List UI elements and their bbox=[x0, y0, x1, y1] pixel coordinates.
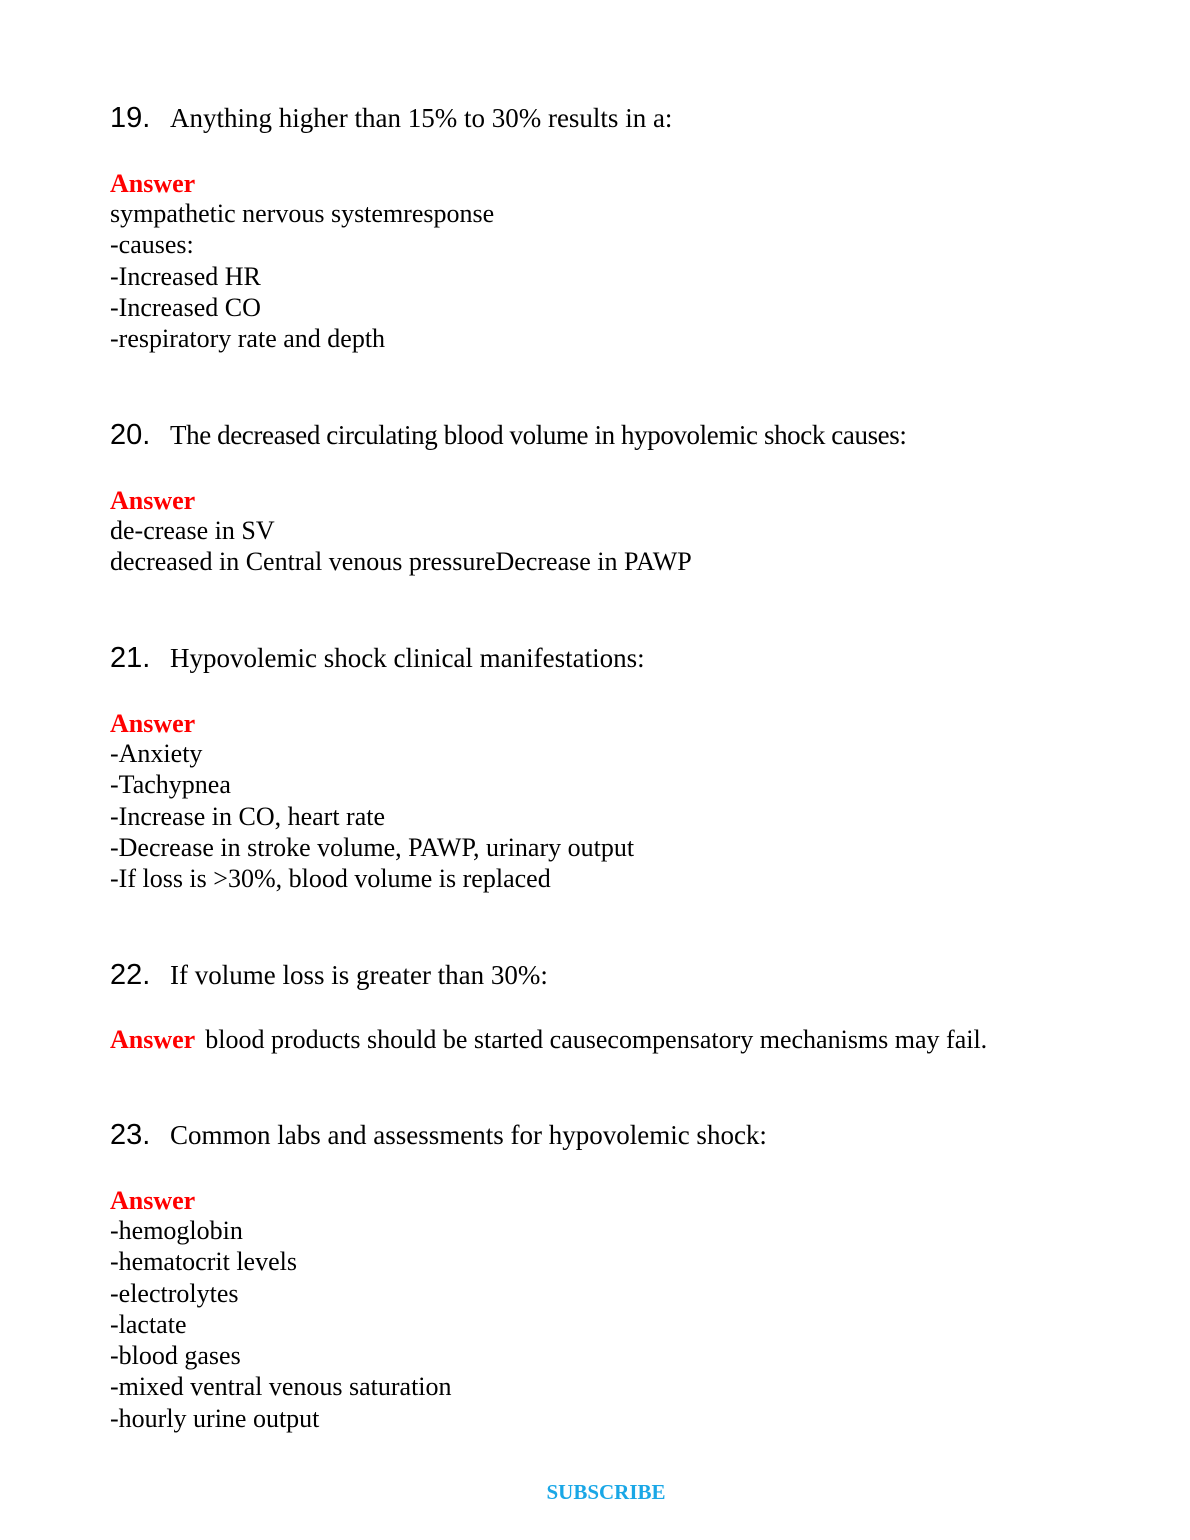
answer-line: -If loss is >30%, blood volume is replaced bbox=[110, 864, 551, 894]
answer-line: -electrolytes bbox=[110, 1278, 239, 1308]
answer-line: -lactate bbox=[110, 1309, 187, 1339]
answer-label: Answer bbox=[110, 1186, 196, 1215]
answer-line: -Increased CO bbox=[110, 292, 261, 322]
answer-line: decreased in Central venous pressureDecrease in PAWP bbox=[110, 547, 692, 577]
question-number: 19. bbox=[110, 102, 151, 134]
answer-line: -respiratory rate and depth bbox=[110, 324, 386, 354]
question-22 bbox=[110, 961, 548, 990]
question-20 bbox=[110, 421, 906, 450]
answer-line: -Anxiety bbox=[110, 739, 203, 768]
answer-line: -causes: bbox=[110, 230, 194, 260]
question-text: If volume loss is greater than 30%: bbox=[170, 960, 548, 990]
answer-line: -hourly urine output bbox=[110, 1403, 320, 1433]
answer-label: Answer bbox=[110, 169, 196, 198]
answer-21 bbox=[110, 738, 634, 894]
question-text: Common labs and assessments for hypovolemic shock: bbox=[170, 1120, 767, 1150]
question-19 bbox=[110, 104, 672, 133]
answer-line: -Decrease in stroke volume, PAWP, urinary output bbox=[110, 832, 635, 862]
answer-19 bbox=[110, 198, 494, 354]
answer-label: Answer bbox=[110, 486, 196, 515]
answer-text: blood products should be started causecompensatory mechanisms may fail. bbox=[205, 1025, 988, 1054]
subscribe-link[interactable]: SUBSCRIBE bbox=[546, 1480, 666, 1504]
question-text: Anything higher than 15% to 30% results in a: bbox=[170, 103, 673, 133]
answer-label: Answer bbox=[110, 709, 196, 738]
question-number: 21. bbox=[110, 642, 151, 674]
answer-22 bbox=[110, 1027, 987, 1053]
question-number: 22. bbox=[110, 959, 151, 991]
answer-line: -Increase in CO, heart rate bbox=[110, 801, 386, 831]
answer-line: sympathetic nervous systemresponse bbox=[110, 199, 495, 228]
question-21 bbox=[110, 644, 645, 673]
question-number: 23. bbox=[110, 1119, 151, 1151]
answer-23 bbox=[110, 1215, 452, 1434]
answer-line: -blood gases bbox=[110, 1341, 241, 1371]
question-number: 20. bbox=[110, 419, 151, 451]
question-text: The decreased circulating blood volume in hypovolemic shock causes: bbox=[170, 420, 907, 450]
answer-line: -Increased HR bbox=[110, 261, 261, 291]
answer-line: -mixed ventral venous saturation bbox=[110, 1372, 452, 1402]
answer-20 bbox=[110, 515, 692, 578]
question-23 bbox=[110, 1121, 767, 1150]
answer-line: -hemoglobin bbox=[110, 1216, 243, 1245]
answer-line: de-crease in SV bbox=[110, 516, 275, 545]
answer-label: Answer bbox=[110, 1025, 196, 1054]
answer-line: -Tachypnea bbox=[110, 770, 231, 800]
answer-line: -hematocrit levels bbox=[110, 1247, 297, 1277]
question-text: Hypovolemic shock clinical manifestations: bbox=[170, 643, 645, 673]
